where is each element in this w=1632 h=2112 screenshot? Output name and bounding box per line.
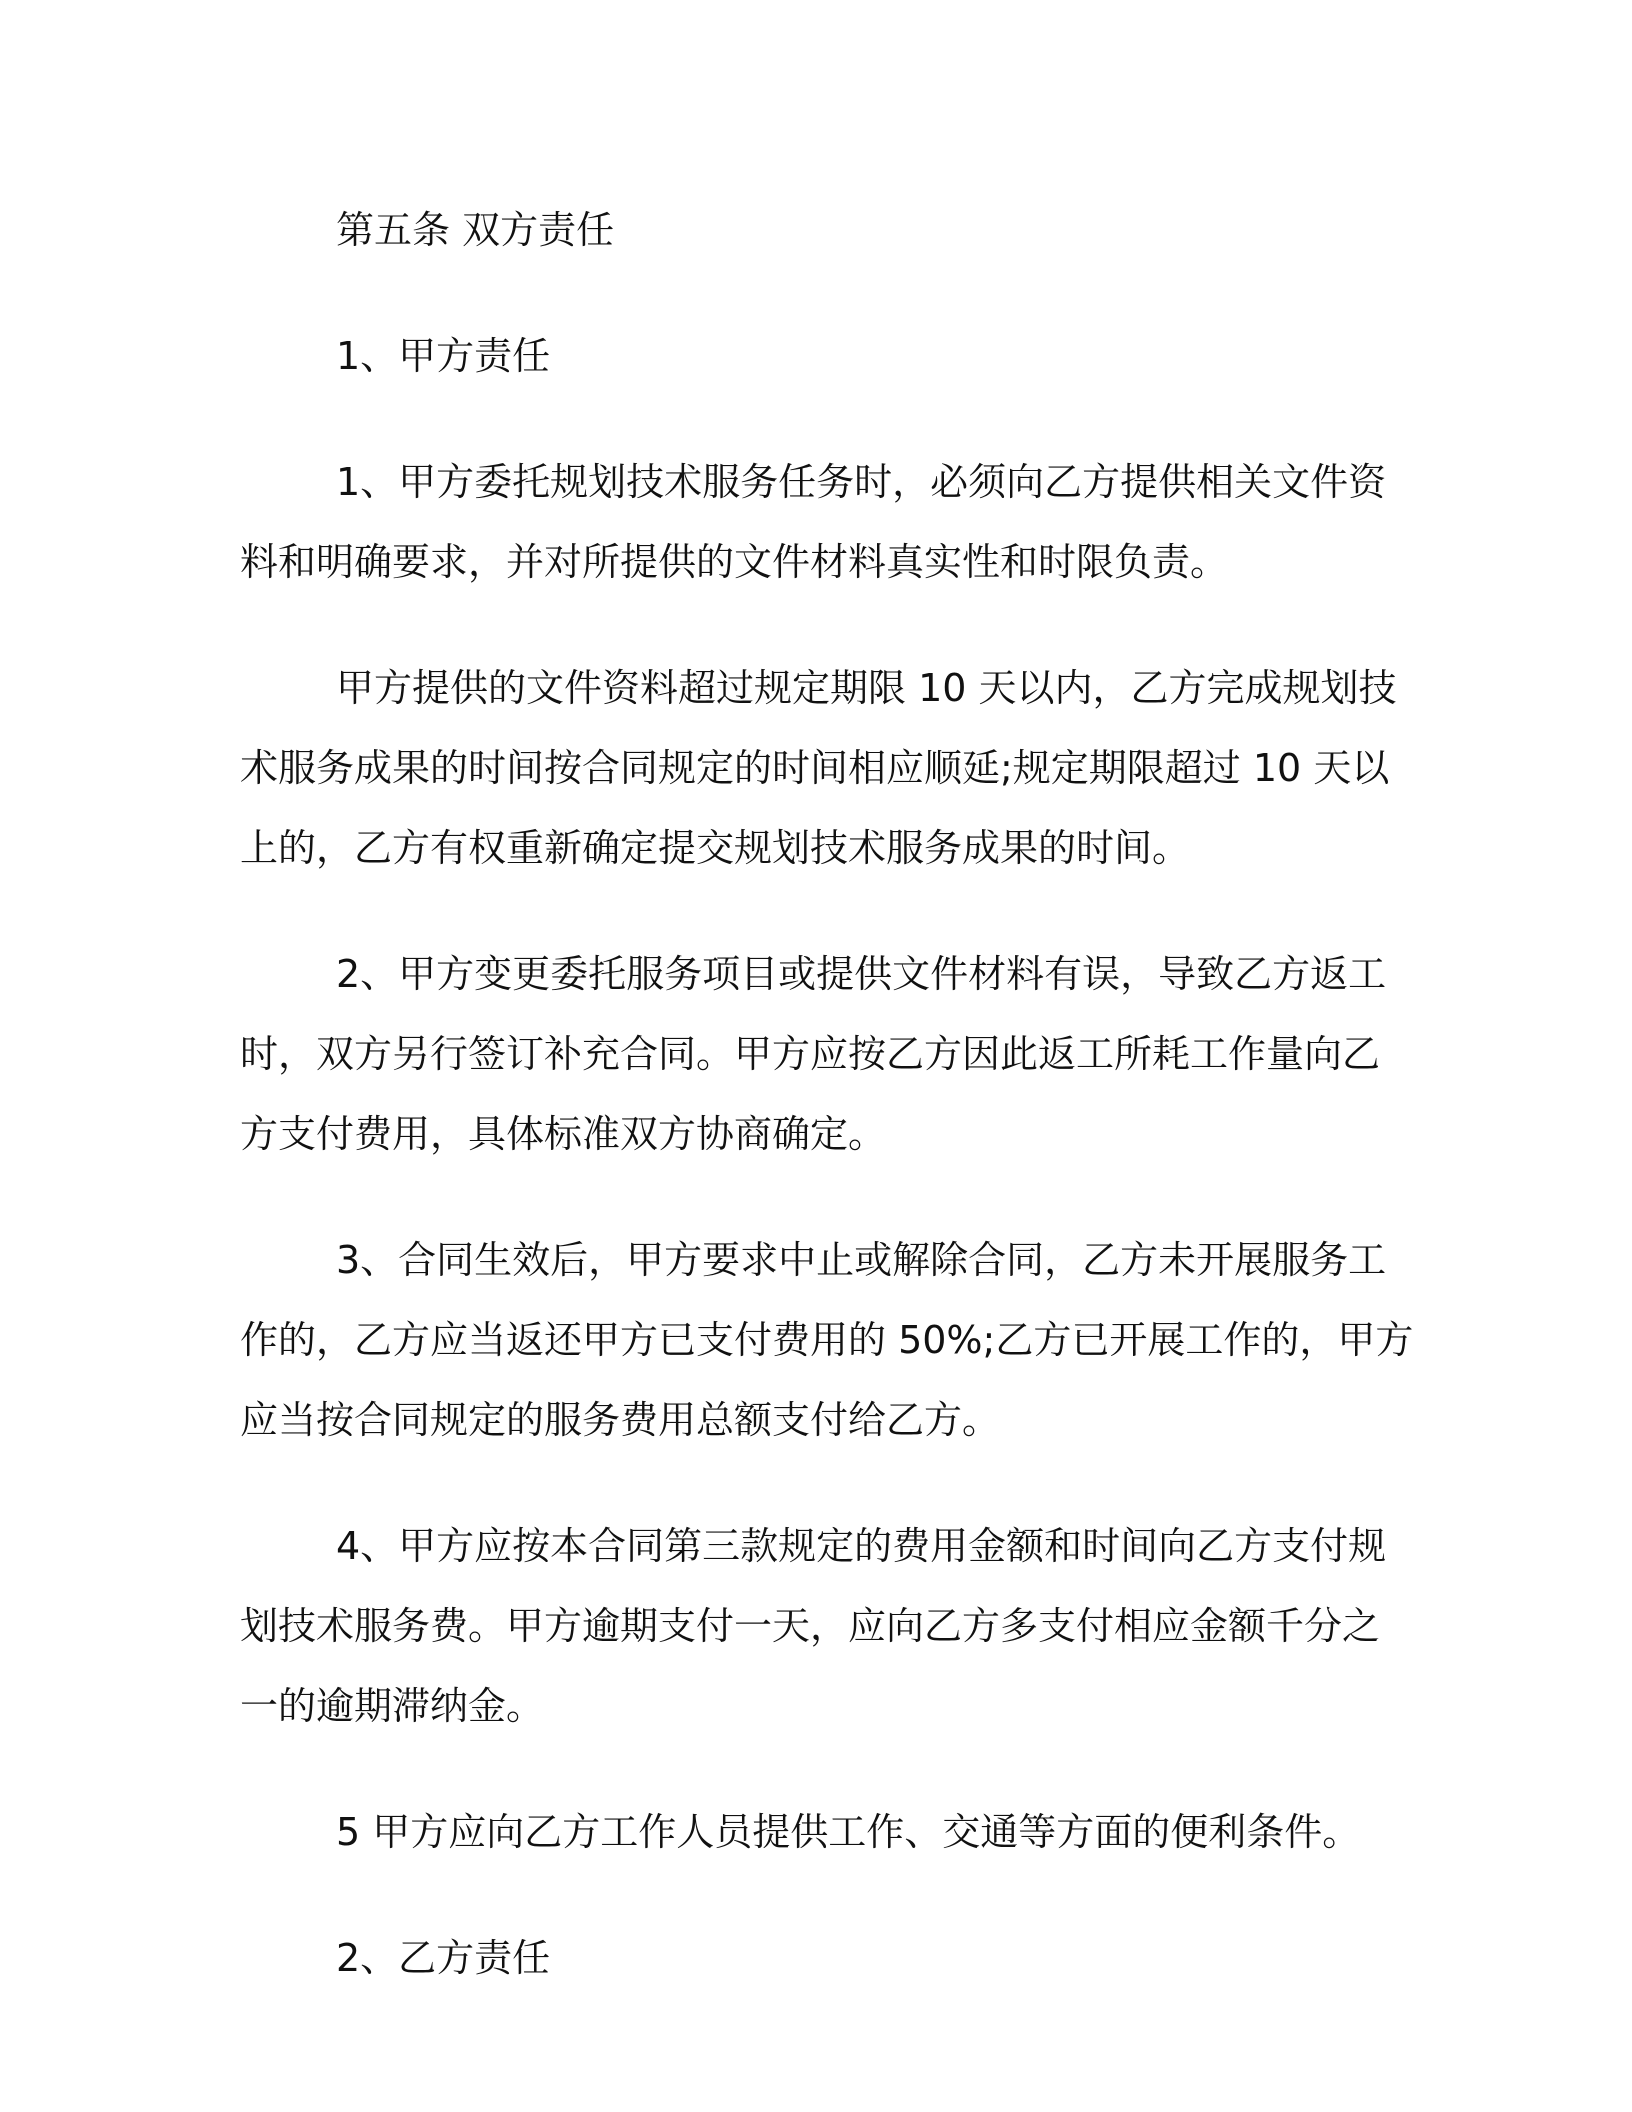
paragraph-line: 3、合同生效后，甲方要求中止或解除合同，乙方未开展服务工 [336, 1238, 1387, 1282]
section-heading-party-a: 1、甲方责任 [336, 334, 551, 378]
paragraph-line: 方支付费用，具体标准双方协商确定。 [240, 1112, 887, 1156]
document-body [240, 190, 1414, 1998]
paragraph-3 [240, 934, 1387, 1174]
paragraph-line: 应当按合同规定的服务费用总额支付给乙方。 [240, 1398, 1001, 1442]
paragraph-4 [240, 1220, 1414, 1460]
paragraph-line: 甲方提供的文件资料超过规定期限 10 天以内，乙方完成规划技 [336, 666, 1397, 710]
paragraph-line: 作的，乙方应当返还甲方已支付费用的 50%;乙方已开展工作的，甲方 [240, 1318, 1414, 1362]
paragraph-line: 4、甲方应按本合同第三款规定的费用金额和时间向乙方支付规 [336, 1524, 1387, 1568]
paragraph-line: 1、甲方委托规划技术服务任务时，必须向乙方提供相关文件资 [336, 460, 1387, 504]
paragraph-line: 一的逾期滞纳金。 [240, 1684, 545, 1728]
paragraph-line: 上的，乙方有权重新确定提交规划技术服务成果的时间。 [240, 826, 1191, 870]
article-heading: 第五条 双方责任 [336, 208, 615, 252]
paragraph-1 [240, 442, 1387, 602]
paragraph-line: 术服务成果的时间按合同规定的时间相应顺延;规定期限超过 10 天以 [240, 746, 1390, 790]
paragraph-line: 时，双方另行签订补充合同。甲方应按乙方因此返工所耗工作量向乙 [240, 1032, 1381, 1076]
paragraph-6: 5 甲方应向乙方工作人员提供工作、交通等方面的便利条件。 [336, 1810, 1361, 1854]
paragraph-5 [240, 1506, 1387, 1746]
paragraph-line: 划技术服务费。甲方逾期支付一天，应向乙方多支付相应金额千分之 [240, 1604, 1381, 1648]
paragraph-line: 2、甲方变更委托服务项目或提供文件材料有误，导致乙方返工 [336, 952, 1387, 996]
paragraph-line: 料和明确要求，并对所提供的文件材料真实性和时限负责。 [240, 540, 1229, 584]
paragraph-2 [240, 648, 1397, 888]
section-heading-party-b: 2、乙方责任 [336, 1936, 551, 1980]
